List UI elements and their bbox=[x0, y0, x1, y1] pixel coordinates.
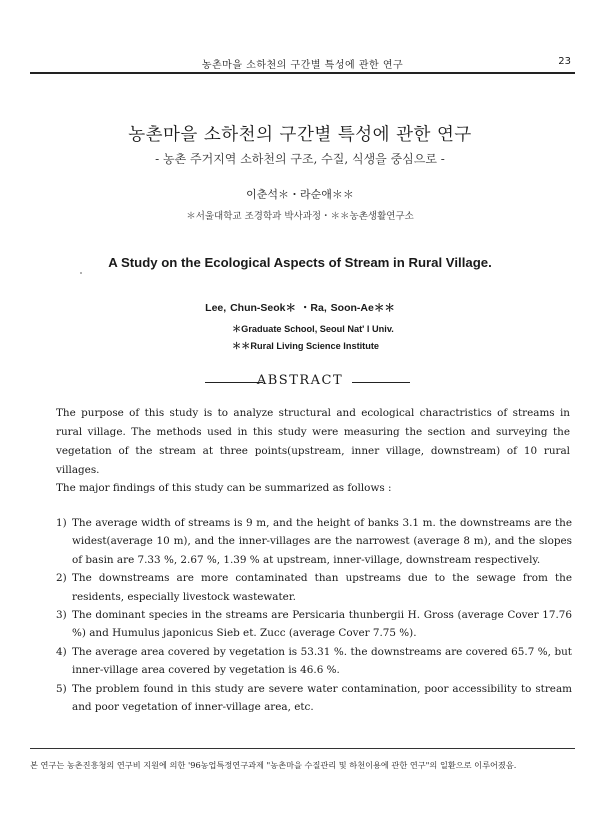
korean-subtitle: - 농촌 주거지역 소하천의 구조, 수질, 식생을 중심으로 - bbox=[155, 152, 445, 166]
finding-number: 4) bbox=[56, 645, 67, 658]
finding-number: 5) bbox=[56, 682, 67, 695]
page-number: 23 bbox=[558, 56, 571, 67]
finding-text: The average width of streams is 9 m, and the height of banks 3.1 m. the downstreams are the widest(average 10 m), and the inner-villages are the narrowest (average 8 m), and the slopes of basin are 7.33 %, 2.67 %, 1.39 % at upstream, inner-village, downstream respectively. bbox=[72, 517, 572, 566]
scan-speck bbox=[80, 272, 82, 274]
running-header-title: 농촌마을 소하천의 구간별 특성에 관한 연구 bbox=[201, 60, 404, 71]
abstract-label: ABSTRACT bbox=[256, 373, 344, 388]
footnote: 본 연구는 농촌진흥청의 연구비 지원에 의한 '96농업특정연구과제 "농촌마을 수질관리 및 하천이용에 관한 연구"의 일환으로 이루어졌음. bbox=[30, 760, 517, 770]
english-authors: Lee, Chun-Seok＊ ・Ra, Soon-Ae＊＊ bbox=[205, 302, 395, 314]
finding-item bbox=[56, 569, 572, 606]
running-header bbox=[30, 54, 575, 74]
finding-number: 1) bbox=[56, 517, 67, 529]
footnote-rule bbox=[30, 748, 575, 749]
english-title: A Study on the Ecological Aspects of Stream in Rural Village. bbox=[108, 255, 492, 270]
finding-item bbox=[56, 514, 572, 569]
korean-affiliation: ＊서울대학교 조경학과 박사과정・＊＊농촌생활연구소 bbox=[186, 211, 414, 222]
abstract-paragraph-2: The major findings of this study can be summarized as follows : bbox=[56, 482, 392, 494]
english-affiliation-1: ＊Graduate School, Seoul Nat' l Univ. bbox=[232, 324, 394, 334]
finding-item bbox=[56, 643, 572, 680]
finding-text: The dominant species in the streams are Persicaria thunbergii H. Gross (average Cover 17.76 %) and Humulus japonicus Sieb et. Zucc (average Cover 7.75 %). bbox=[72, 609, 572, 640]
korean-authors: 이춘석＊・라순애＊＊ bbox=[246, 188, 354, 201]
finding-item bbox=[56, 680, 572, 717]
finding-number: 3) bbox=[56, 609, 67, 622]
english-affiliation-2: ＊＊Rural Living Science Institute bbox=[232, 341, 380, 351]
heading-rule-right bbox=[352, 382, 410, 383]
finding-text: The average area covered by vegetation is 53.31 %. the downstreams are covered 65.7 %, but inner-village area covered by vegetation is 46.6 %. bbox=[72, 645, 572, 677]
korean-title: 농촌마을 소하천의 구간별 특성에 관한 연구 bbox=[128, 125, 472, 145]
abstract-paragraph-1: The purpose of this study is to analyze structural and ecological charactristics of streams in rural village. The methods used in this study were measuring the section and surveying the vegetation of the stream at three points(upstream, inner village, downstream) of 10 rural villages. bbox=[56, 407, 570, 476]
finding-item bbox=[56, 606, 572, 643]
findings-list bbox=[56, 514, 572, 716]
finding-text: The problem found in this study are severe water contamination, poor accessibility to stream and poor vegetation of inner-village area, etc. bbox=[72, 682, 572, 714]
abstract-heading bbox=[0, 373, 600, 393]
finding-number: 2) bbox=[56, 572, 67, 585]
finding-text: The downstreams are more contaminated than upstreams due to the sewage from the residents, especially livestock wastewater. bbox=[72, 572, 572, 603]
